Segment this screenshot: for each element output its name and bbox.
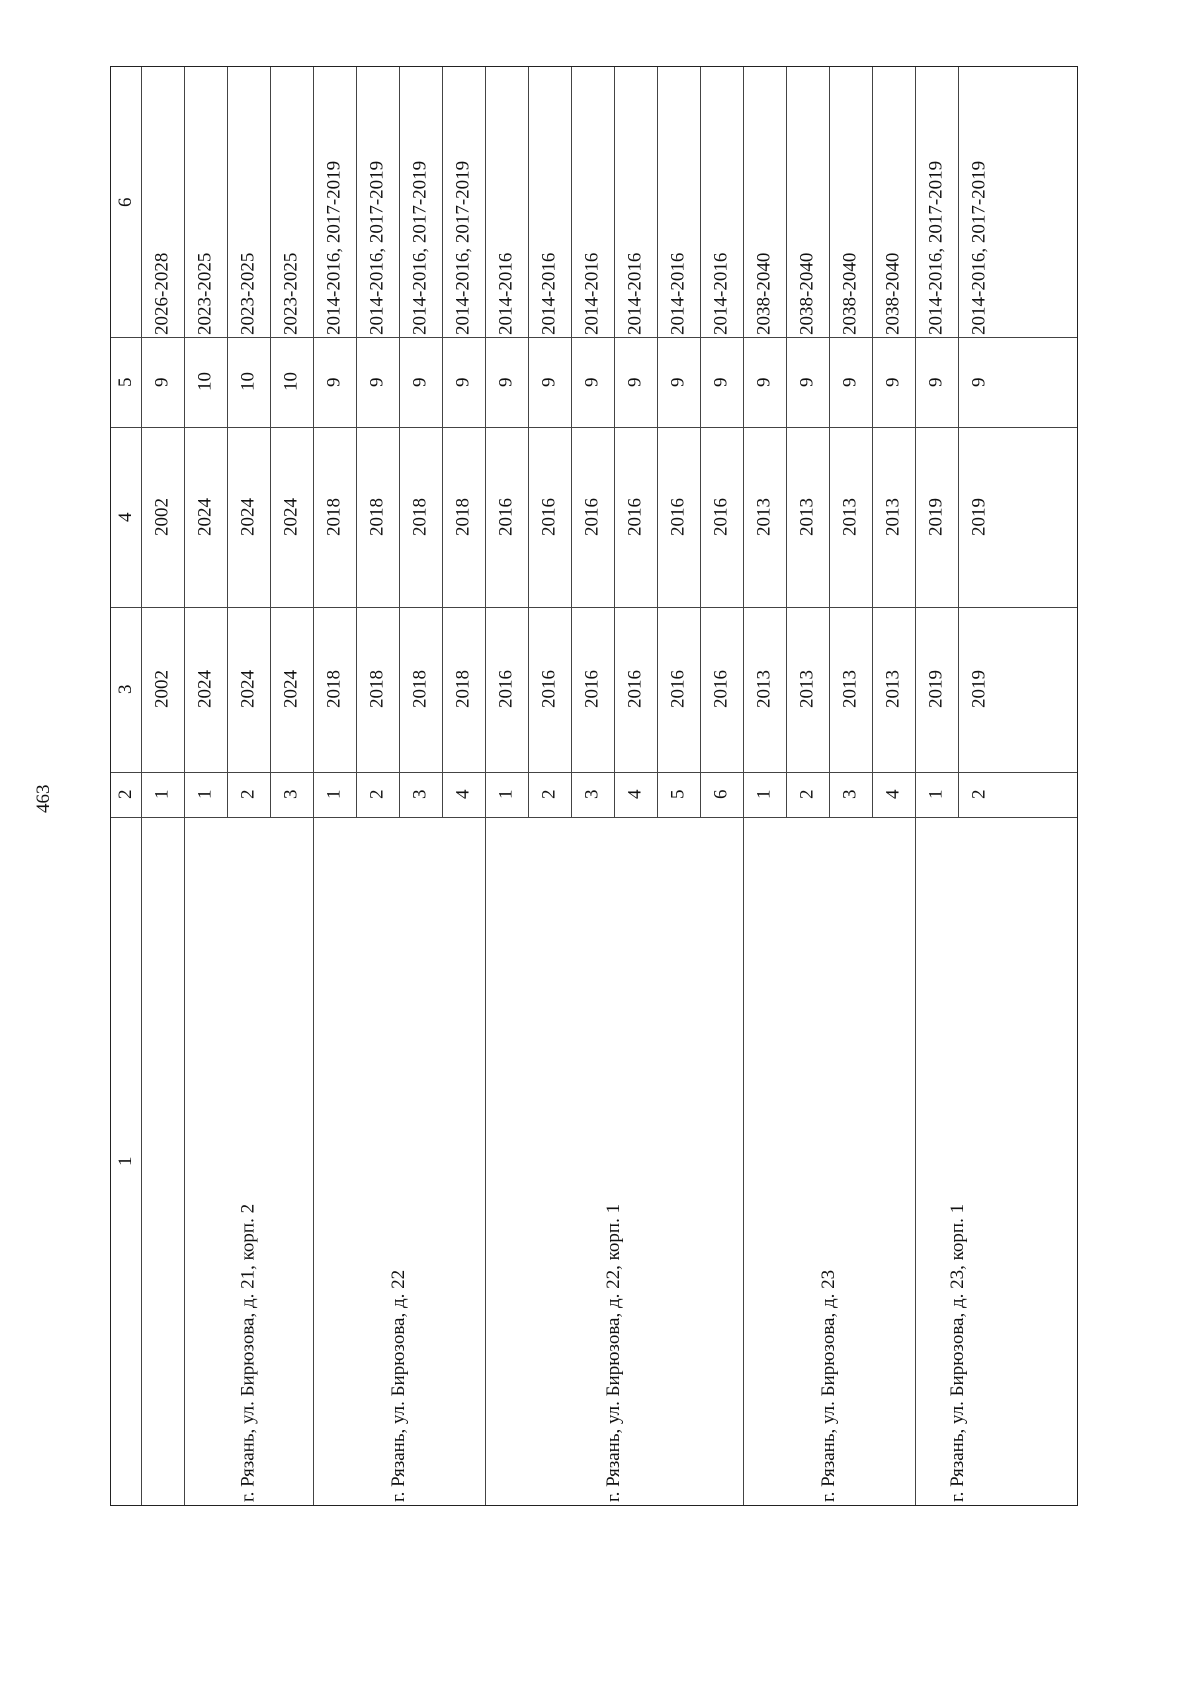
period-cell: 2038-2040 — [753, 252, 775, 335]
value-cell: 9 — [796, 377, 818, 387]
value-cell: 9 — [538, 377, 560, 387]
year-cell: 2018 — [452, 670, 474, 709]
page-number: 463 — [33, 784, 54, 814]
row-number: 2 — [538, 789, 560, 800]
year-cell: 2016 — [624, 498, 646, 536]
value-cell: 10 — [280, 372, 302, 392]
year-cell: 2018 — [366, 498, 388, 536]
year-cell: 2016 — [710, 670, 732, 709]
period-cell: 2023-2025 — [237, 252, 259, 335]
column-header: 2 — [115, 789, 136, 800]
year-cell: 2002 — [151, 670, 173, 709]
year-cell: 2018 — [323, 498, 345, 536]
year-cell: 2024 — [280, 670, 302, 709]
year-cell: 2018 — [409, 670, 431, 709]
year-cell: 2024 — [237, 498, 259, 536]
column-header: 3 — [115, 684, 136, 695]
value-cell: 9 — [753, 377, 775, 387]
column-header: 5 — [115, 377, 136, 387]
row-number: 4 — [624, 789, 646, 800]
period-cell: 2014-2016 — [581, 252, 603, 335]
value-cell: 9 — [323, 377, 345, 387]
address-cell: г. Рязань, ул. Бирюзова, д. 23 — [818, 1269, 839, 1502]
year-cell: 2016 — [667, 498, 689, 536]
value-cell: 9 — [839, 377, 861, 387]
row-number: 5 — [667, 789, 689, 800]
period-cell: 2014-2016, 2017-2019 — [409, 160, 431, 335]
value-cell: 9 — [624, 377, 646, 387]
year-cell: 2002 — [151, 498, 173, 536]
year-cell: 2013 — [882, 670, 904, 709]
period-cell: 2014-2016 — [538, 252, 560, 335]
period-cell: 2038-2040 — [839, 252, 861, 335]
year-cell: 2016 — [538, 498, 560, 536]
year-cell: 2024 — [237, 670, 259, 709]
row-number: 3 — [581, 789, 603, 800]
period-cell: 2014-2016, 2017-2019 — [366, 160, 388, 335]
row-number: 4 — [882, 789, 904, 800]
data-table — [110, 66, 1078, 1506]
column-header: 6 — [115, 197, 136, 207]
row-number: 4 — [452, 789, 474, 800]
period-cell: 2014-2016 — [495, 252, 517, 335]
year-cell: 2018 — [409, 498, 431, 536]
value-cell: 10 — [237, 372, 259, 392]
row-number: 3 — [280, 789, 302, 800]
value-cell: 10 — [194, 372, 216, 392]
period-cell: 2023-2025 — [280, 252, 302, 335]
value-cell: 9 — [968, 377, 990, 387]
column-header: 4 — [115, 512, 136, 522]
value-cell: 9 — [151, 377, 173, 387]
year-cell: 2016 — [710, 498, 732, 536]
year-cell: 2013 — [796, 498, 818, 536]
year-cell: 2018 — [452, 498, 474, 536]
year-cell: 2016 — [538, 670, 560, 709]
period-cell: 2014-2016 — [710, 252, 732, 335]
address-cell: г. Рязань, ул. Бирюзова, д. 22 — [388, 1269, 409, 1502]
year-cell: 2013 — [753, 498, 775, 536]
row-number: 1 — [925, 789, 947, 800]
value-cell: 9 — [710, 377, 732, 387]
year-cell: 2016 — [624, 670, 646, 709]
year-cell: 2016 — [495, 670, 517, 709]
year-cell: 2019 — [925, 498, 947, 536]
period-cell: 2014-2016, 2017-2019 — [925, 160, 947, 335]
period-cell: 2026-2028 — [151, 252, 173, 335]
year-cell: 2013 — [753, 670, 775, 709]
year-cell: 2024 — [194, 498, 216, 536]
year-cell: 2013 — [839, 670, 861, 709]
year-cell: 2016 — [581, 670, 603, 709]
address-cell: г. Рязань, ул. Бирюзова, д. 21, корп. 2 — [237, 1203, 259, 1502]
row-number: 3 — [839, 789, 861, 800]
year-cell: 2013 — [839, 498, 861, 536]
year-cell: 2018 — [323, 670, 345, 709]
row-number: 2 — [366, 789, 388, 800]
address-cell: г. Рязань, ул. Бирюзова, д. 22, корп. 1 — [603, 1203, 624, 1502]
value-cell: 9 — [925, 377, 947, 387]
row-number: 3 — [409, 789, 431, 800]
period-cell: 2038-2040 — [882, 252, 904, 335]
period-cell: 2014-2016 — [624, 252, 646, 335]
row-number: 1 — [151, 789, 173, 800]
year-cell: 2024 — [194, 670, 216, 709]
address-cell — [141, 817, 184, 1505]
year-cell: 2019 — [968, 670, 990, 709]
year-cell: 2024 — [280, 498, 302, 536]
value-cell: 9 — [366, 377, 388, 387]
value-cell: 9 — [495, 377, 517, 387]
column-header: 1 — [115, 1156, 136, 1166]
period-cell: 2014-2016 — [667, 252, 689, 335]
year-cell: 2018 — [366, 670, 388, 709]
value-cell: 9 — [667, 377, 689, 387]
row-number: 2 — [237, 789, 259, 800]
address-cell: г. Рязань, ул. Бирюзова, д. 23, корп. 1 — [947, 1203, 968, 1502]
period-cell: 2014-2016, 2017-2019 — [968, 160, 990, 335]
period-cell: 2023-2025 — [194, 252, 216, 335]
year-cell: 2019 — [925, 670, 947, 709]
period-cell: 2014-2016, 2017-2019 — [323, 160, 345, 335]
row-number: 1 — [753, 789, 775, 800]
value-cell: 9 — [409, 377, 431, 387]
row-number: 1 — [323, 789, 345, 800]
year-cell: 2016 — [495, 498, 517, 536]
row-number: 1 — [194, 789, 216, 800]
row-number: 6 — [710, 789, 732, 800]
row-number: 2 — [968, 789, 990, 800]
value-cell: 9 — [581, 377, 603, 387]
period-cell: 2014-2016, 2017-2019 — [452, 160, 474, 335]
year-cell: 2013 — [882, 498, 904, 536]
year-cell: 2016 — [667, 670, 689, 709]
period-cell: 2038-2040 — [796, 252, 818, 335]
row-number: 1 — [495, 789, 517, 800]
year-cell: 2016 — [581, 498, 603, 536]
value-cell: 9 — [882, 377, 904, 387]
year-cell: 2013 — [796, 670, 818, 709]
year-cell: 2019 — [968, 498, 990, 536]
row-number: 2 — [796, 789, 818, 800]
value-cell: 9 — [452, 377, 474, 387]
